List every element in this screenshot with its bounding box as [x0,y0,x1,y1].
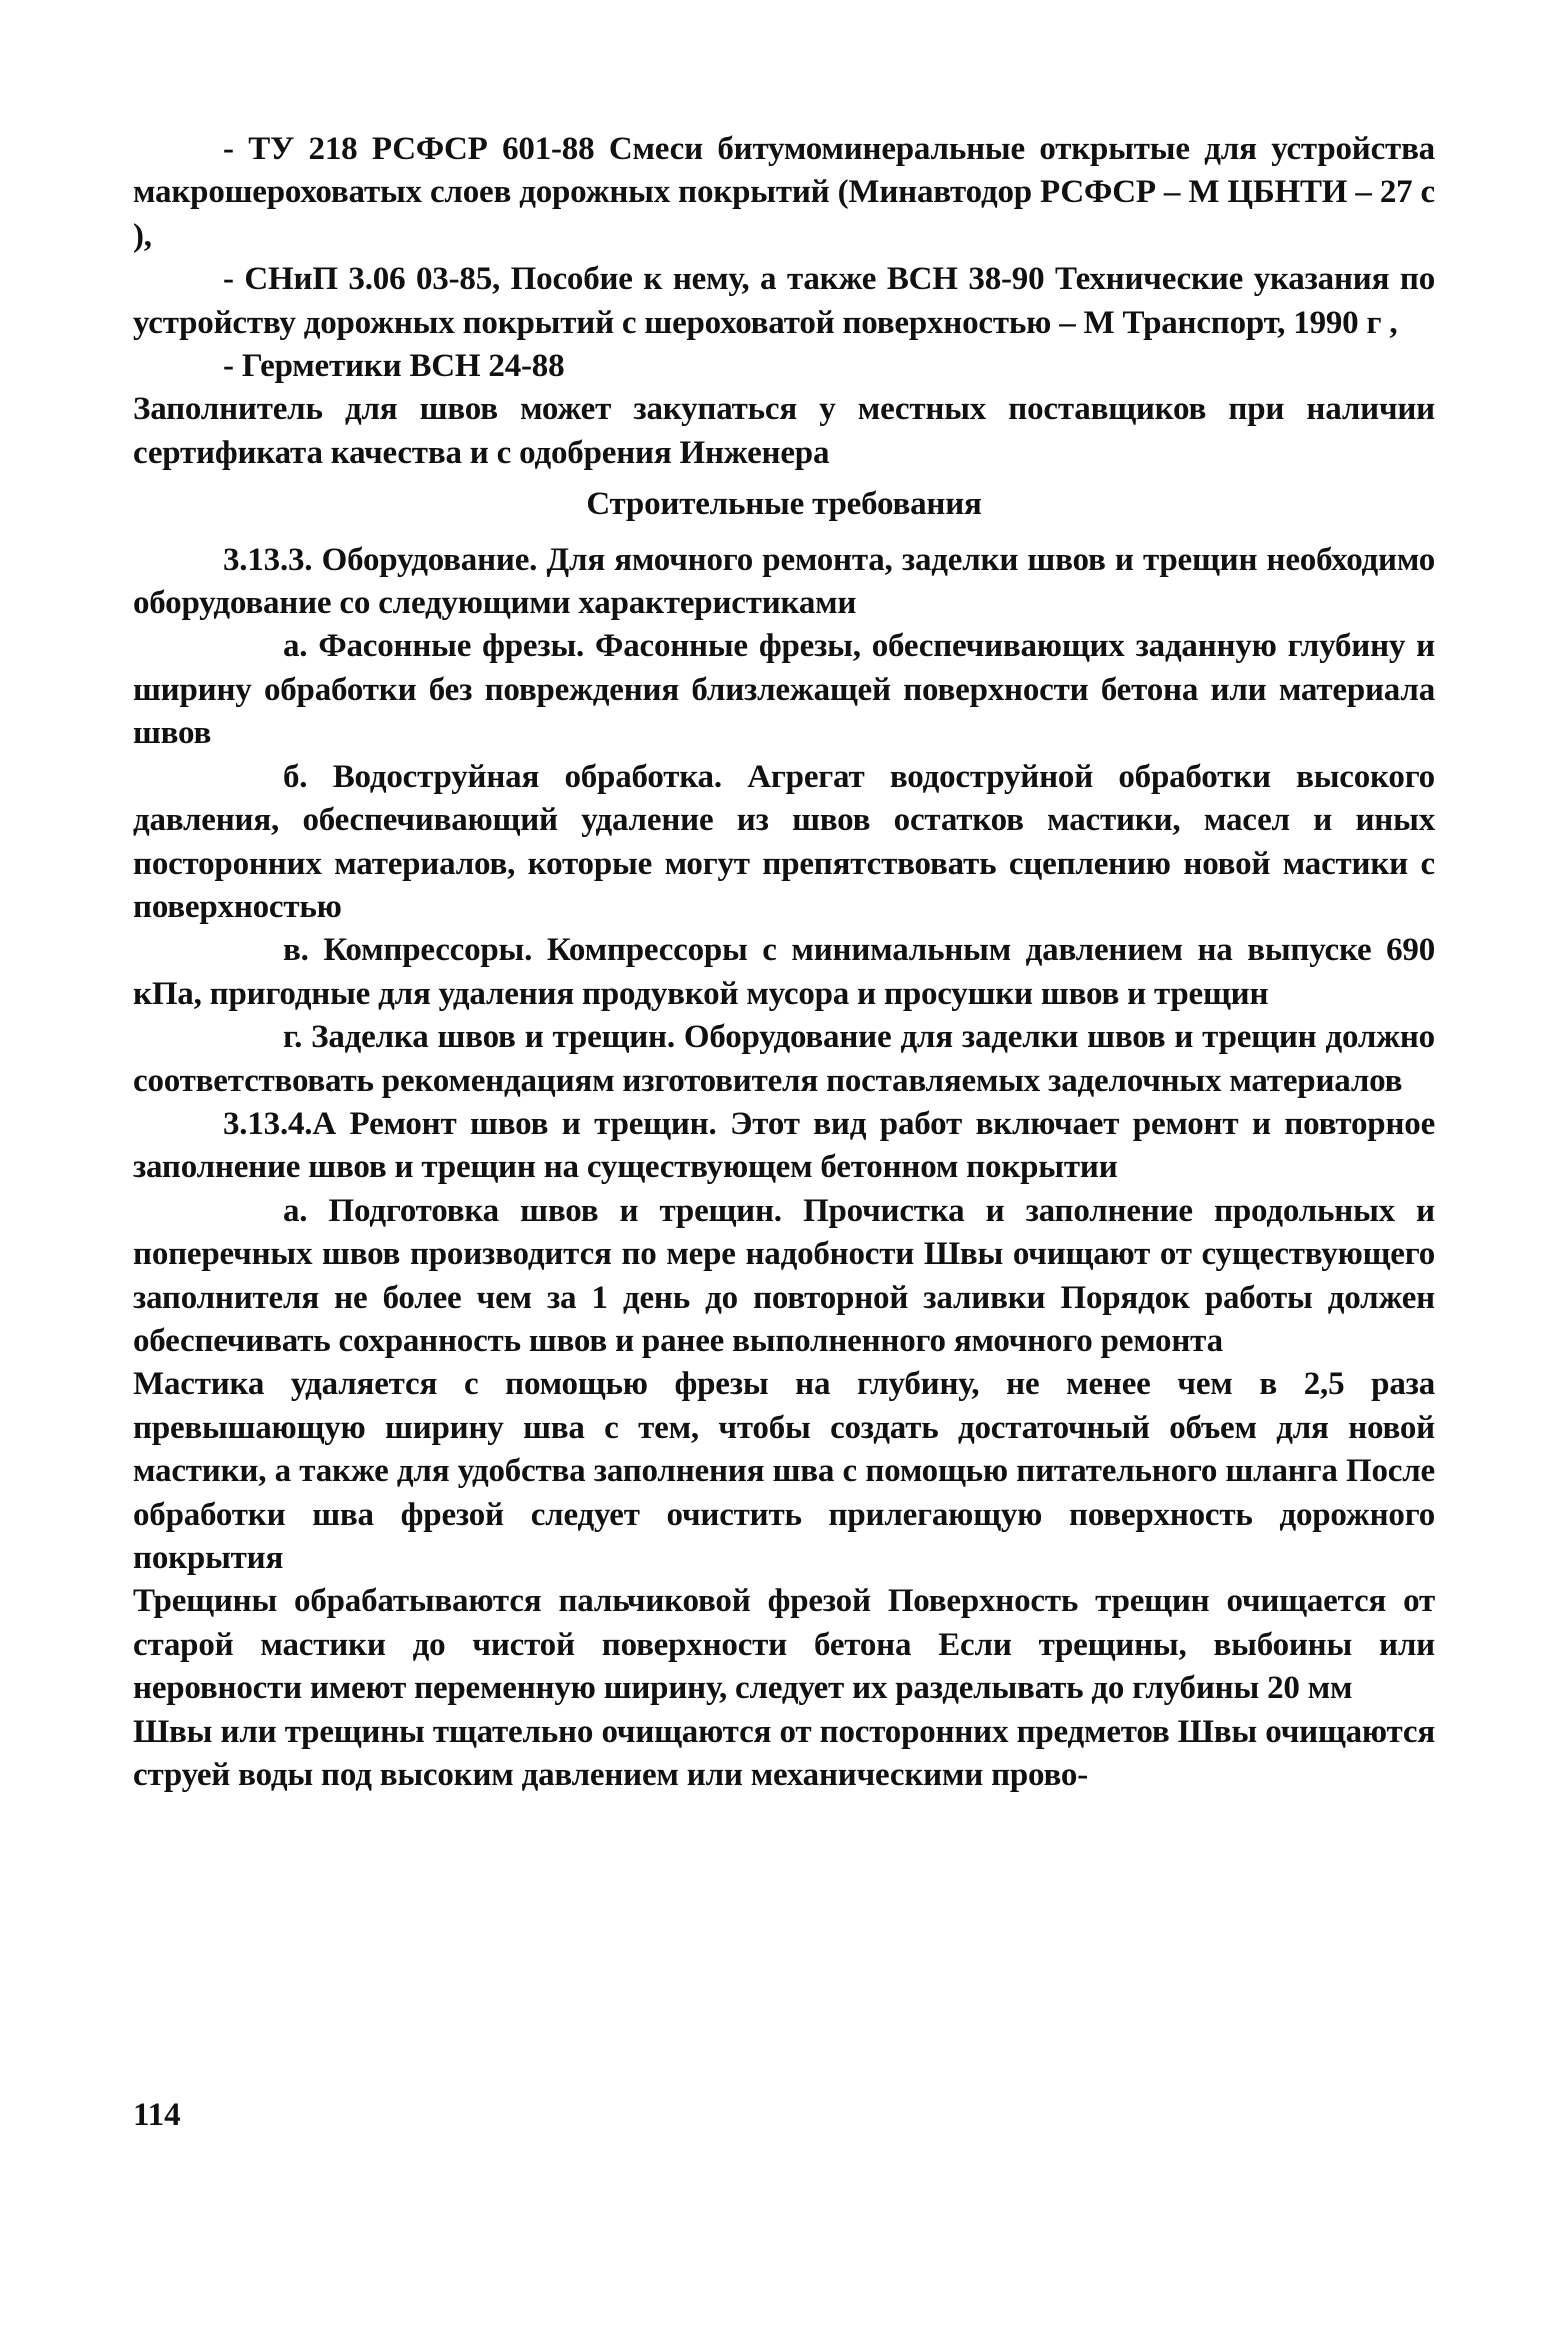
page-number: 114 [133,2097,181,2133]
section-3-13-4 [133,1103,1435,1190]
item-a-podgotovka-text: Прочистка и заполнение продольных и поперечных швов производится по мере надобности Швы очищают от существующего заполнителя не более чем за 1 день до повторной заливки Порядок работы должен обеспечивать сохранность швов и ранее выполненного ямочного ремонта [133,1192,1435,1359]
item-g-zadelka-text: Оборудование для заделки швов и трещин должно соответствовать рекомендациям изготовителя поставляемых заделочных материалов [133,1019,1435,1099]
section-heading: Строительные требования [586,486,982,523]
paragraph-treshchiny: Трещины обрабатываются пальчиковой фрезой Поверхность трещин очищается от старой мастики до чистой поверхности бетона Если трещины, выбоины или неровности имеют переменную ширину, следует их разделывать до глубины 20 мм [133,1583,1435,1707]
item-g-zadelka-title: г. Заделка швов и трещин. [283,1019,675,1056]
item-v-kompressory-title: в. Компрессоры. [283,932,533,969]
paragraph-tu-218: - ТУ 218 РСФСР 601-88 Смеси битумоминеральные открытые для устройства макрошероховатых слоев дорожных покрытий (Минавтодор РСФСР – М ЦБНТИ – 27 с ), [133,131,1435,254]
section-3-13-3 [133,539,1435,626]
section-3-13-3-text: Для ямочного ремонта, заделки швов и трещин необходимо оборудование со следующими характеристиками [133,541,1435,622]
section-3-13-3-title: 3.13.3. Оборудование. [223,541,538,578]
paragraph-mastika: Мастика удаляется с помощью фрезы на глубину, не менее чем в 2,5 раза превышающую ширину шва с тем, чтобы создать достаточный объем для новой мастики, а также для удобства заполнения шва с помощью питательного шланга После обработки шва фрезой следует очистить прилегающую поверхность дорожного покрытия [133,1366,1435,1576]
item-a-podgotovka-title: а. Подготовка швов и трещин. [283,1192,782,1229]
item-b-vodostruinaya-title: б. Водоструйная обработка. [283,758,722,795]
document-body [133,128,1435,1797]
paragraph-germetiki: - Герметики ВСН 24-88 [223,348,565,385]
item-g-zadelka [133,1016,1435,1103]
paragraph-snip: - СНиП 3.06 03-85, Пособие к нему, а также ВСН 38-90 Технические указания по устройству дорожных покрытий с шероховатой поверхностью – М Транспорт, 1990 г , [133,261,1435,341]
paragraph-shvy: Швы или трещины тщательно очищаются от посторонних предметов Швы очищаются струей воды под высоким давлением или механическими прово- [133,1713,1435,1794]
item-b-vodostruinaya-text: Агрегат водоструйной обработки высокого давления, обеспечивающий удаление из швов остатков мастики, масел и иных посторонних материалов, которые могут препятствовать сцеплению новой мастики с поверхностью [133,758,1435,925]
item-a-frezy-text: Фасонные фрезы, обеспечивающих заданную глубину и ширину обработки без повреждения близлежащей поверхности бетона или материала швов [133,628,1435,752]
item-b-vodostruinaya [133,756,1435,930]
section-3-13-4-text: Этот вид работ включает ремонт и повторное заполнение швов и трещин на существующем бетонном покрытии [133,1105,1436,1186]
item-a-frezy [133,625,1435,755]
item-a-frezy-title: а. Фасонные фрезы. [283,628,585,665]
item-a-podgotovka [133,1190,1435,1364]
paragraph-zapolnitel: Заполнитель для швов может закупаться у местных поставщиков при наличии сертификата качества и с одобрения Инженера [133,391,1435,471]
item-v-kompressory [133,929,1435,1016]
item-v-kompressory-text: Компрессоры с минимальным давлением на выпуске 690 кПа, пригодные для удаления продувкой мусора и просушки швов и трещин [133,932,1435,1012]
section-3-13-4-title: 3.13.4.А Ремонт швов и трещин. [223,1105,717,1142]
